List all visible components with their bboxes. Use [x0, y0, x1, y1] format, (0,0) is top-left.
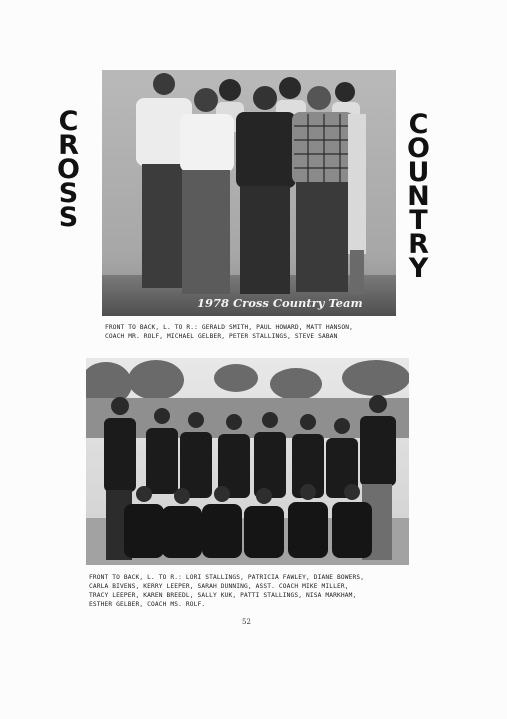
side-title-country	[407, 109, 430, 284]
side-title-letter: T	[409, 205, 428, 236]
caption-line: FRONT TO BACK, L. TO R.: LORI STALLINGS, PATRICIA FAWLEY, DIANE BOWERS,	[89, 574, 365, 581]
boys-team-caption	[105, 323, 353, 341]
side-title-letter: R	[58, 130, 79, 161]
girls-team-photo	[86, 358, 409, 565]
side-title-letter: U	[407, 157, 430, 188]
caption-line: FRONT TO BACK, L. TO R.: GERALD SMITH, PAUL HOWARD, MATT HANSON,	[105, 324, 354, 331]
girls-team-photo-drawing	[86, 358, 409, 565]
side-title-letter: C	[408, 109, 429, 140]
boys-team-photo	[102, 70, 396, 316]
side-title-letter: S	[58, 202, 79, 233]
side-title-letter: Y	[408, 253, 429, 284]
side-title-letter: S	[58, 178, 79, 209]
caption-line: ESTHER GELBER, COACH MS. ROLF.	[89, 601, 206, 608]
girls-team-caption	[89, 573, 364, 609]
caption-line: COACH MR. ROLF, MICHAEL GELBER, PETER STALLINGS, STEVE SABAN	[105, 333, 338, 340]
boys-team-photo-title: 1978 Cross Country Team	[197, 296, 363, 310]
caption-line: CARLA BIVENS, KERRY LEEPER, SARAH DUNNING, ASST. COACH MIKE MILLER,	[89, 583, 349, 590]
side-title-letter: C	[58, 106, 79, 137]
page-number: 52	[242, 618, 251, 626]
caption-line: TRACY LEEPER, KAREN BREEDL, SALLY KUK, PATTI STALLINGS, NISA MARKHAM,	[89, 592, 357, 599]
side-title-letter: O	[407, 133, 430, 164]
side-title-letter: O	[57, 154, 80, 185]
side-title-cross	[57, 106, 80, 233]
boys-team-photo-drawing	[102, 70, 396, 316]
side-title-letter: R	[408, 229, 429, 260]
side-title-letter: N	[407, 181, 430, 212]
